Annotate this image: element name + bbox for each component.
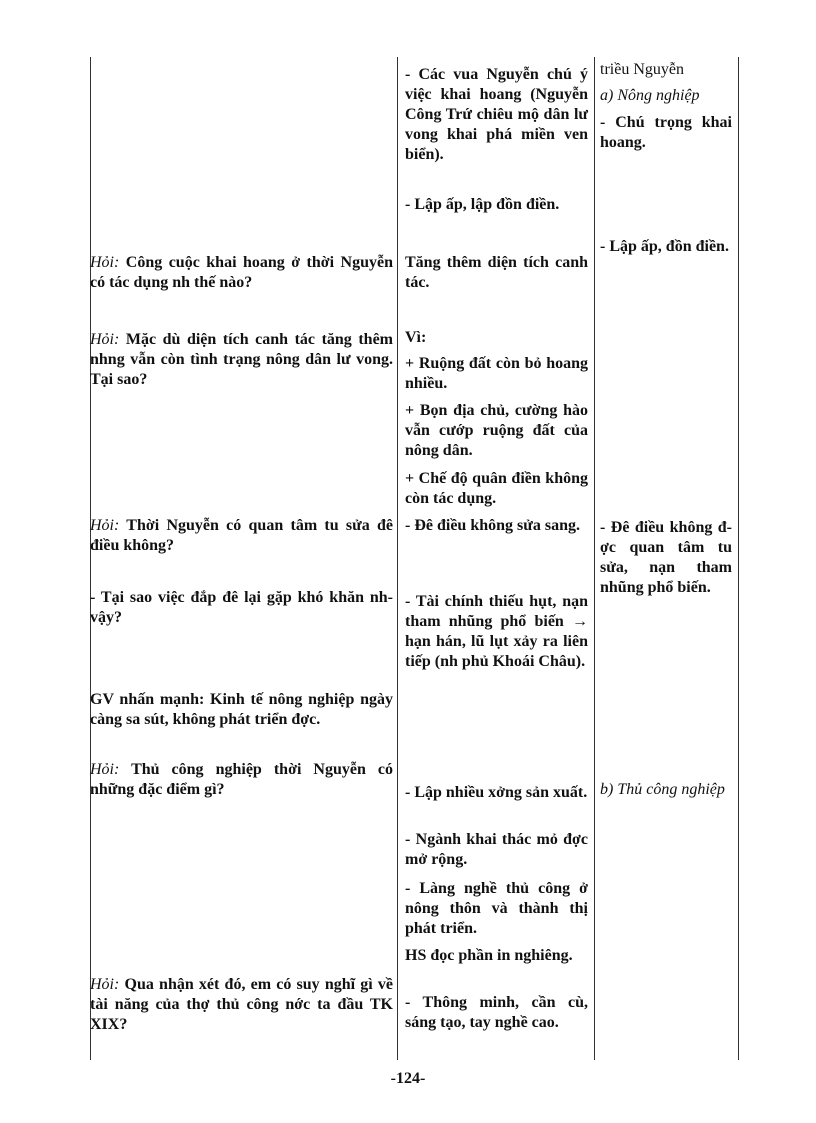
question-text: Thời Nguyễn có quan tâm tu sửa đê điều không? (90, 517, 393, 554)
question-text: Thủ công nghiệp thời Nguyễn có những đặc điểm gì? (90, 761, 393, 798)
answer-item: - Lập ấp, lập đồn điền. (405, 196, 560, 213)
answer-item: - Làng nghề thủ công ở nông thôn và thành thị phát triển. (405, 880, 588, 937)
answer-item: - Ngành khai thác mỏ đợc mở rộng. (405, 831, 588, 868)
answer-item: - Tài chính thiếu hụt, nạn tham nhũng phổ biến → hạn hán, lũ lụt xảy ra liên tiếp (nh phủ Khoái Châu). (405, 593, 588, 670)
answer-item: HS đọc phần in nghiêng. (405, 947, 573, 964)
question-label: Hỏi: (90, 331, 120, 348)
page-number: -124- (390, 1070, 426, 1087)
question-text: - Tại sao việc đắp đê lại gặp khó khăn nh vậy? (90, 589, 393, 626)
question-text: Qua nhận xét đó, em có suy nghĩ gì về tài năng của thợ thủ công nớc ta đầu TK XIX? (90, 976, 393, 1033)
answer-item: + Ruộng đất còn bỏ hoang nhiều. (405, 355, 588, 392)
question-label: Hỏi: (90, 976, 120, 993)
question-label: Hỏi: (90, 254, 120, 271)
table-divider-1 (397, 57, 398, 1060)
question-text: Mặc dù diện tích canh tác tăng thêm nhng vẫn còn tình trạng nông dân lư vong. Tại sao? (90, 331, 393, 388)
answer-item: - Đê điều không sửa sang. (405, 517, 580, 534)
subsection-heading: b) Thủ công nghiệp (600, 781, 725, 798)
question-text: Công cuộc khai hoang ở thời Nguyễn có tác dụng nh thế nào? (90, 254, 393, 291)
answer-item: - Lập nhiều xởng sản xuất. (405, 784, 588, 801)
question-block (90, 330, 393, 390)
section-heading: triều Nguyễn (600, 61, 684, 78)
answer-item: Vì: (405, 329, 427, 346)
subsection-heading: a) Nông nghiệp (600, 87, 700, 104)
summary-item: - Lập ấp, đồn điền. (600, 238, 729, 255)
teacher-note (90, 690, 393, 730)
question-label: Hỏi: (90, 517, 120, 534)
answer-item: - Thông minh, cần cù, sáng tạo, tay nghề cao. (405, 994, 588, 1031)
answer-item: - Các vua Nguyễn chú ý việc khai hoang (Nguyễn Công Trứ chiêu mộ dân lư vong khai phá miền ven biển). (405, 66, 588, 163)
question-block (90, 760, 393, 800)
question-block (90, 975, 393, 1035)
question-block (90, 588, 393, 628)
table-right-border (738, 57, 739, 1060)
note-text: GV nhấn mạnh: Kinh tế nông nghiệp ngày càng sa sút, không phát triển đợc. (90, 691, 393, 728)
table-divider-2 (594, 57, 595, 1060)
answer-item: Tăng thêm diện tích canh tác. (405, 254, 588, 291)
question-block (90, 516, 393, 556)
summary-item: - Chú trọng khai hoang. (600, 114, 732, 151)
table-left-border (90, 57, 91, 1060)
answer-item: + Chế độ quân điền không còn tác dụng. (405, 470, 588, 507)
question-label: Hỏi: (90, 761, 120, 778)
answer-item: + Bọn địa chủ, cường hào vẫn cướp ruộng đất của nông dân. (405, 402, 588, 459)
question-block (90, 253, 393, 293)
summary-item: - Đê điều không đợc quan tâm tu sửa, nạn tham nhũng phổ biến. (600, 519, 732, 596)
